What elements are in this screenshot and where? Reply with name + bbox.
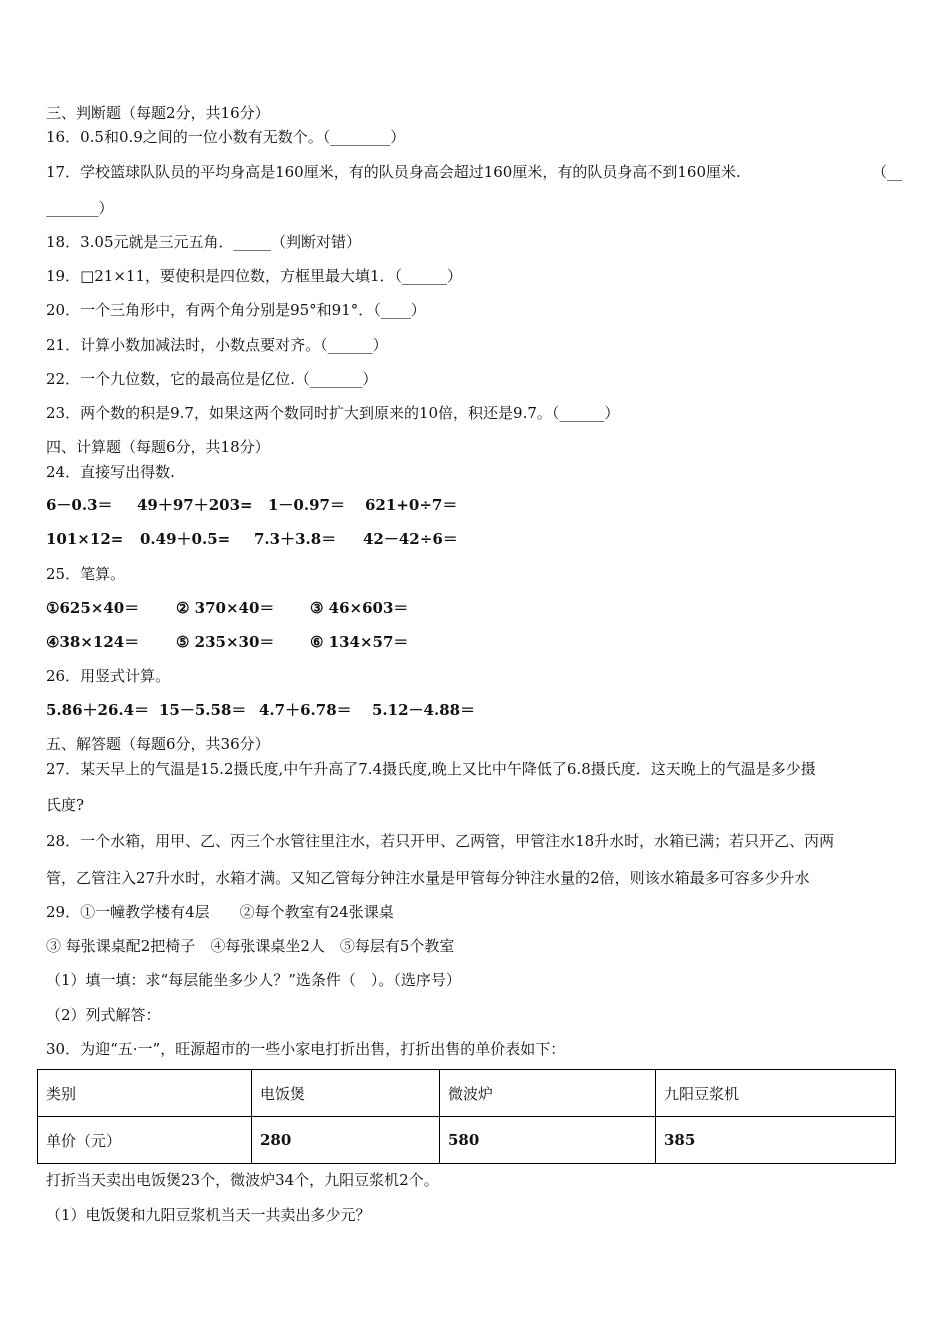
q26-item: 5.12－4.88＝ bbox=[372, 701, 476, 719]
question-25: 25．笔算。 bbox=[46, 565, 126, 583]
q24-item: 621+0÷7＝ bbox=[365, 496, 458, 514]
question-17-paren: （__ bbox=[872, 163, 903, 181]
q24-item: 49＋97＋203= bbox=[137, 496, 253, 514]
question-16: 16．0.5和0.9之间的一位小数有无数个。（________） bbox=[46, 128, 406, 146]
q24-item: 6－0.3＝ bbox=[46, 496, 113, 514]
section5-header: 五、解答题（每题6分，共36分） bbox=[46, 735, 270, 753]
table-cell: 385 bbox=[656, 1117, 896, 1164]
table-cell: 580 bbox=[440, 1117, 656, 1164]
table-header-row bbox=[38, 1070, 896, 1117]
question-30-part1: （1）电饭煲和九阳豆浆机当天一共卖出多少元？ bbox=[46, 1206, 371, 1224]
q25-item: ⑤ 235×30＝ bbox=[176, 633, 275, 651]
question-29-part1: （1）填一填：求“每层能坐多少人？”选条件（ ）。（选序号） bbox=[46, 971, 461, 989]
table-header-cell: 类别 bbox=[38, 1070, 252, 1117]
table-header-cell: 微波炉 bbox=[440, 1070, 656, 1117]
question-29-part2: （2）列式解答： bbox=[46, 1006, 161, 1024]
question-30-note: 打折当天卖出电饭煲23个，微波炉34个，九阳豆浆机2个。 bbox=[46, 1171, 439, 1189]
question-26: 26．用竖式计算。 bbox=[46, 667, 171, 685]
price-table bbox=[37, 1069, 896, 1164]
table-cell: 280 bbox=[252, 1117, 440, 1164]
table-row bbox=[38, 1117, 896, 1164]
q25-item: ② 370×40＝ bbox=[176, 599, 275, 617]
question-17-line2: _______） bbox=[46, 199, 114, 217]
question-21: 21．计算小数加减法时，小数点要对齐。（______） bbox=[46, 336, 388, 354]
q25-item: ①625×40＝ bbox=[46, 599, 140, 617]
q26-item: 4.7＋6.78＝ bbox=[259, 701, 352, 719]
question-24: 24．直接写出得数. bbox=[46, 463, 175, 481]
q24-item: 0.49＋0.5= bbox=[140, 530, 231, 548]
q25-item: ⑥ 134×57＝ bbox=[310, 633, 409, 651]
q24-item: 42－42÷6＝ bbox=[363, 530, 458, 548]
table-row-label: 单价（元） bbox=[38, 1117, 252, 1164]
question-29-line2: ③ 每张课桌配2把椅子 ④每张课桌坐2人 ⑤每层有5个教室 bbox=[46, 937, 455, 955]
table-header-cell: 电饭煲 bbox=[252, 1070, 440, 1117]
question-27-line1: 27．某天早上的气温是15.2摄氏度,中午升高了7.4摄氏度,晚上又比中午降低了6.8摄氏度．这天晚上的气温是多少摄 bbox=[46, 760, 816, 778]
question-30: 30．为迎“五·一”，旺源超市的一些小家电打折出售，打折出售的单价表如下： bbox=[46, 1040, 566, 1058]
section3-header: 三、判断题（每题2分，共16分） bbox=[46, 104, 270, 122]
q25-item: ④38×124＝ bbox=[46, 633, 140, 651]
question-22: 22．一个九位数，它的最高位是亿位.（_______） bbox=[46, 370, 378, 388]
question-29-line1: 29．①一幢教学楼有4层 ②每个教室有24张课桌 bbox=[46, 903, 394, 921]
question-18: 18．3.05元就是三元五角．_____（判断对错） bbox=[46, 233, 361, 251]
question-27-line2: 氏度? bbox=[46, 796, 85, 814]
question-23: 23．两个数的积是9.7，如果这两个数同时扩大到原来的10倍，积还是9.7。（______） bbox=[46, 404, 620, 422]
table-header-cell: 九阳豆浆机 bbox=[656, 1070, 896, 1117]
question-19: 19．□21×11，要使积是四位数，方框里最大填1．（______） bbox=[46, 267, 463, 285]
q25-item: ③ 46×603＝ bbox=[310, 599, 409, 617]
question-17-line1: 17．学校篮球队队员的平均身高是160厘米，有的队员身高会超过160厘米，有的队员身高不到160厘米. bbox=[46, 163, 741, 181]
section4-header: 四、计算题（每题6分，共18分） bbox=[46, 438, 270, 456]
q24-item: 1－0.97＝ bbox=[268, 496, 345, 514]
question-28-line1: 28．一个水箱，用甲、乙、丙三个水管往里注水，若只开甲、乙两管，甲管注水18升水时，水箱已满；若只开乙、丙两 bbox=[46, 832, 835, 850]
question-28-line2: 管，乙管注入27升水时，水箱才满。又知乙管每分钟注水量是甲管每分钟注水量的2倍，则该水箱最多可容多少升水 bbox=[46, 869, 810, 887]
q26-item: 5.86＋26.4＝ bbox=[46, 701, 150, 719]
question-20: 20．一个三角形中，有两个角分别是95°和91°．（____） bbox=[46, 301, 426, 319]
q24-item: 101×12= bbox=[46, 530, 124, 548]
q26-item: 15－5.58＝ bbox=[159, 701, 247, 719]
q24-item: 7.3＋3.8＝ bbox=[254, 530, 337, 548]
